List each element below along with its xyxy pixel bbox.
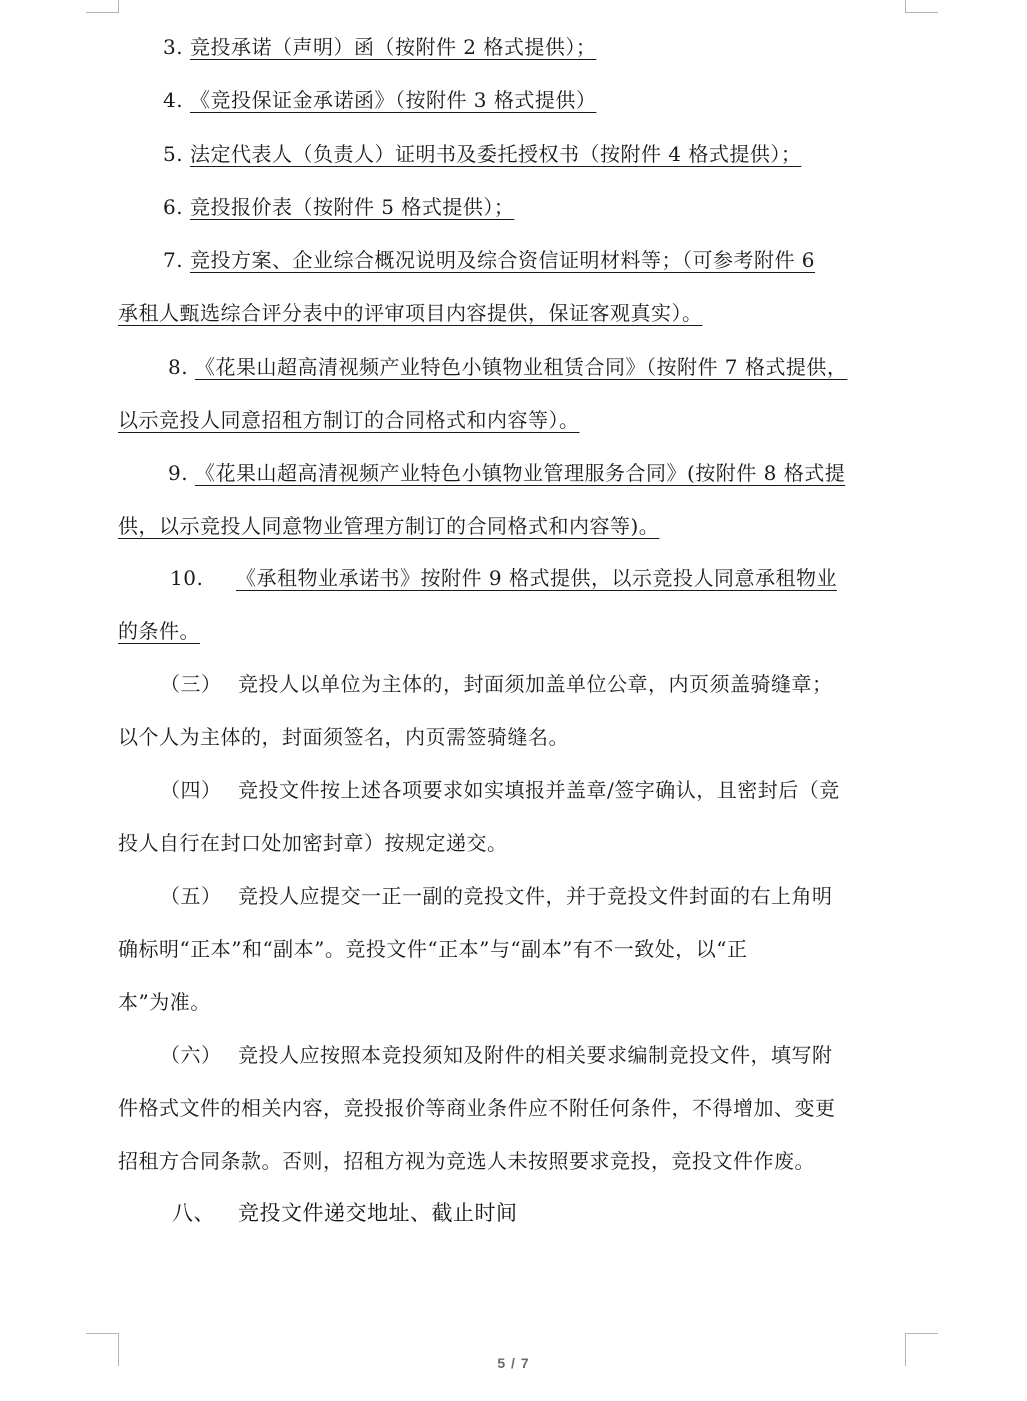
paragraph-text: 竞投人以单位为主体的，封面须加盖单位公章，内页须盖骑缝章； xyxy=(238,672,833,696)
list-item-8-continuation xyxy=(118,407,908,433)
list-item-text: 以示竞投人同意招租方制订的合同格式和内容等）。 xyxy=(118,408,580,432)
list-item-10 xyxy=(170,565,960,591)
list-item-number: 8. xyxy=(168,355,189,379)
list-item-number: 4. xyxy=(163,88,184,112)
list-item-text: 承租人甄选综合评分表中的评审项目内容提供，保证客观真实）。 xyxy=(118,301,703,325)
paragraph-text: 件格式文件的相关内容，竞投报价等商业条件应不附任何条件，不得增加、变更 xyxy=(118,1096,836,1120)
list-item-5 xyxy=(163,141,953,167)
section-number: 八、 xyxy=(172,1201,215,1225)
list-item-9-continuation xyxy=(118,513,908,539)
crop-mark-top-right xyxy=(905,0,938,13)
paragraph-5-line-2 xyxy=(118,936,908,962)
list-item-text: 竞投方案、企业综合概况说明及综合资信证明材料等；（可参考附件 6 xyxy=(189,248,816,272)
paragraph-text: 投人自行在封口处加密封章）按规定递交。 xyxy=(118,831,508,855)
crop-mark-top-left xyxy=(86,0,119,13)
list-item-number: 7. xyxy=(163,248,184,272)
paragraph-label: （六） xyxy=(160,1043,222,1067)
list-item-8 xyxy=(168,354,958,380)
page-number: 5 / 7 xyxy=(497,1355,530,1371)
paragraph-6 xyxy=(160,1042,950,1068)
list-item-text: 供，以示竞投人同意物业管理方制订的合同格式和内容等)。 xyxy=(118,514,660,538)
list-item-3 xyxy=(163,34,953,60)
list-item-6 xyxy=(163,194,953,220)
paragraph-3-continuation xyxy=(118,724,908,750)
list-item-text: 《花果山超高清视频产业特色小镇物业租赁合同》（按附件 7 格式提供， xyxy=(194,355,848,379)
section-heading xyxy=(172,1200,962,1226)
list-item-9 xyxy=(168,460,958,486)
paragraph-text: 本”为准。 xyxy=(118,990,211,1014)
list-item-10-continuation xyxy=(118,618,908,644)
list-item-text: 竞投承诺（声明）函（按附件 2 格式提供）； xyxy=(189,35,597,59)
list-item-text: 竞投报价表（按附件 5 格式提供）； xyxy=(189,195,515,219)
paragraph-4-continuation xyxy=(118,830,908,856)
paragraph-label: （三） xyxy=(160,672,222,696)
paragraph-text: 竞投文件按上述各项要求如实填报并盖章/签字确认，且密封后（竞 xyxy=(238,778,840,802)
paragraph-5-line-3 xyxy=(118,989,908,1015)
list-item-number: 3. xyxy=(163,35,184,59)
paragraph-label: （五） xyxy=(160,884,222,908)
list-item-text: 的条件。 xyxy=(118,619,200,643)
list-item-text: 法定代表人（负责人）证明书及委托授权书（按附件 4 格式提供）； xyxy=(189,142,802,166)
paragraph-text: 招租方合同条款。否则，招租方视为竞选人未按照要求竞投，竞投文件作废。 xyxy=(118,1149,815,1173)
paragraph-text: 确标明“正本”和“副本”。竞投文件“正本”与“副本”有不一致处，以“正 xyxy=(118,937,748,961)
list-item-4 xyxy=(163,87,953,113)
paragraph-6-line-3 xyxy=(118,1148,908,1174)
list-item-7-continuation xyxy=(118,300,908,326)
paragraph-6-line-2 xyxy=(118,1095,908,1121)
list-item-text: 《承租物业承诺书》按附件 9 格式提供，以示竞投人同意承租物业 xyxy=(236,566,837,590)
paragraph-4 xyxy=(160,777,950,803)
paragraph-text: 以个人为主体的，封面须签名，内页需签骑缝名。 xyxy=(118,725,569,749)
list-item-number: 10. xyxy=(170,566,204,590)
list-item-number: 6. xyxy=(163,195,184,219)
paragraph-3 xyxy=(160,671,950,697)
list-item-number: 9. xyxy=(168,461,189,485)
section-title: 竞投文件递交地址、截止时间 xyxy=(238,1201,518,1225)
list-item-number: 5. xyxy=(163,142,184,166)
paragraph-5 xyxy=(160,883,950,909)
list-item-text: 《花果山超高清视频产业特色小镇物业管理服务合同》(按附件 8 格式提 xyxy=(194,461,846,485)
paragraph-label: （四） xyxy=(160,778,222,802)
list-item-7 xyxy=(163,247,953,273)
paragraph-text: 竞投人应提交一正一副的竞投文件，并于竞投文件封面的右上角明 xyxy=(238,884,833,908)
paragraph-text: 竞投人应按照本竞投须知及附件的相关要求编制竞投文件，填写附 xyxy=(238,1043,833,1067)
list-item-text: 《竞投保证金承诺函》（按附件 3 格式提供） xyxy=(189,88,597,112)
